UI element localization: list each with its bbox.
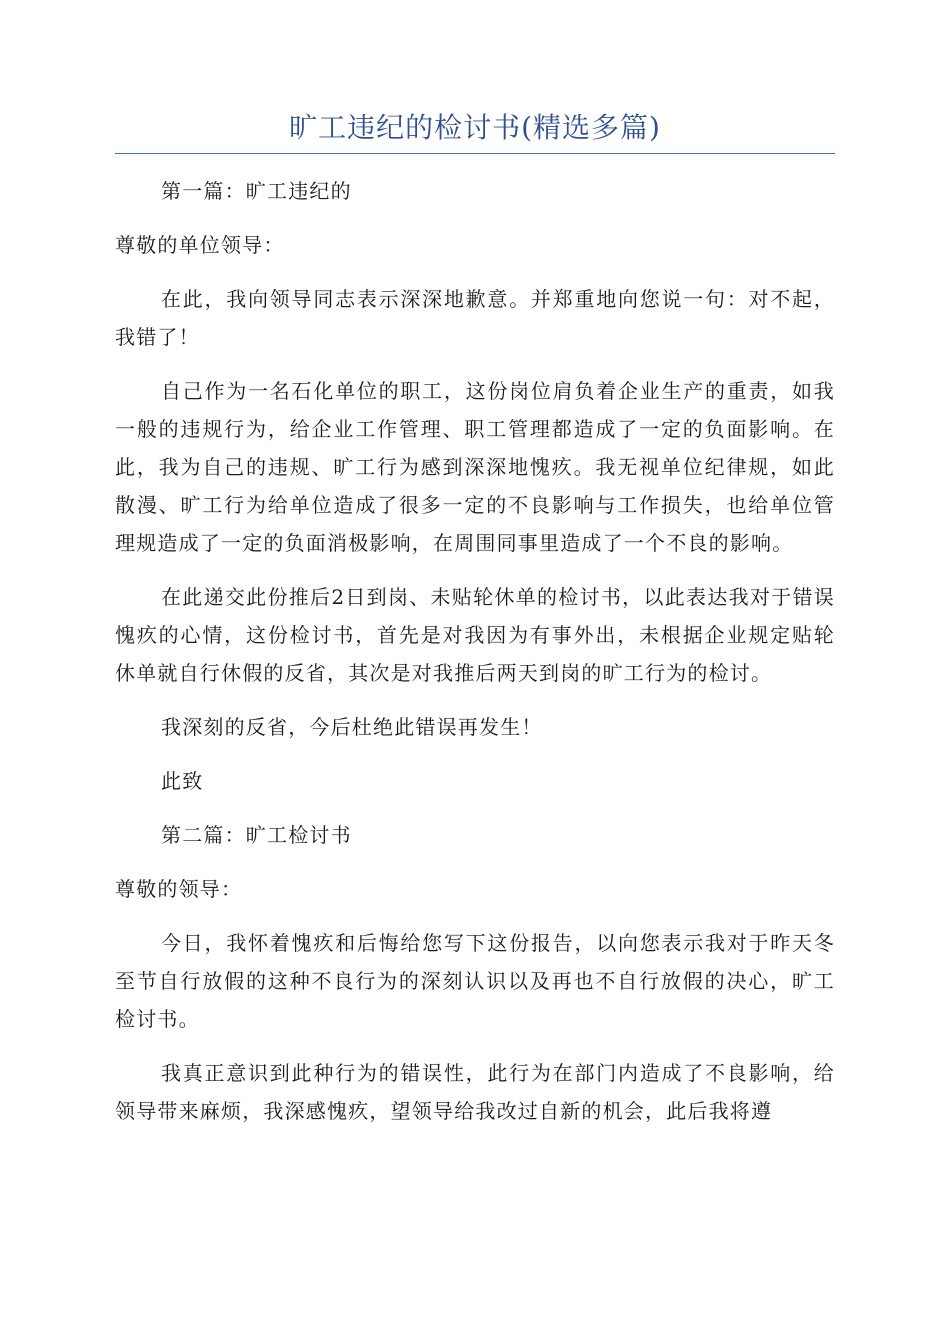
title-underline (115, 153, 835, 154)
paragraph: 今日，我怀着愧疚和后悔给您写下这份报告，以向您表示我对于昨天冬至节自行放假的这种不良行为的深刻认识以及再也不自行放假的决心，旷工检讨书。 (115, 931, 835, 1031)
paragraph: 在此递交此份推后2日到岗、未贴轮休单的检讨书，以此表达我对于错误愧疚的心情，这份检讨书，首先是对我因为有事外出，未根据企业规定贴轮休单就自行休假的反省，其次是对我推后两天到岗的旷工行为的检讨。 (115, 585, 835, 685)
paragraph: 我真正意识到此种行为的错误性，此行为在部门内造成了不良影响，给领导带来麻烦，我深感愧疚，望领导给我改过自新的机会，此后我将遵 (115, 1061, 835, 1123)
document-body (115, 172, 835, 1130)
paragraph: 自己作为一名石化单位的职工，这份岗位肩负着企业生产的重责，如我一般的违规行为，给企业工作管理、职工管理都造成了一定的负面影响。在此，我为自己的违规、旷工行为感到深深地愧疚。我无视单位纪律规，如此散漫、旷工行为给单位造成了很多一定的不良影响与工作损失，也给单位管理规造成了一定的负面消极影响，在周围同事里造成了一个不良的影响。 (115, 379, 835, 555)
paragraph: 在此，我向领导同志表示深深地歉意。并郑重地向您说一句：对不起，我错了！ (115, 287, 835, 349)
paragraph: 第二篇：旷工检讨书 (161, 823, 352, 847)
paragraph: 尊敬的单位领导： (115, 233, 285, 257)
paragraph: 此致 (161, 769, 204, 793)
paragraph: 尊敬的领导： (115, 877, 243, 901)
paragraph: 我深刻的反省，今后杜绝此错误再发生！ (161, 715, 543, 739)
paragraph: 第一篇：旷工违纪的 (161, 179, 352, 203)
document-page (115, 108, 835, 1146)
document-title: 旷工违纪的检讨书(精选多篇) (289, 111, 661, 144)
